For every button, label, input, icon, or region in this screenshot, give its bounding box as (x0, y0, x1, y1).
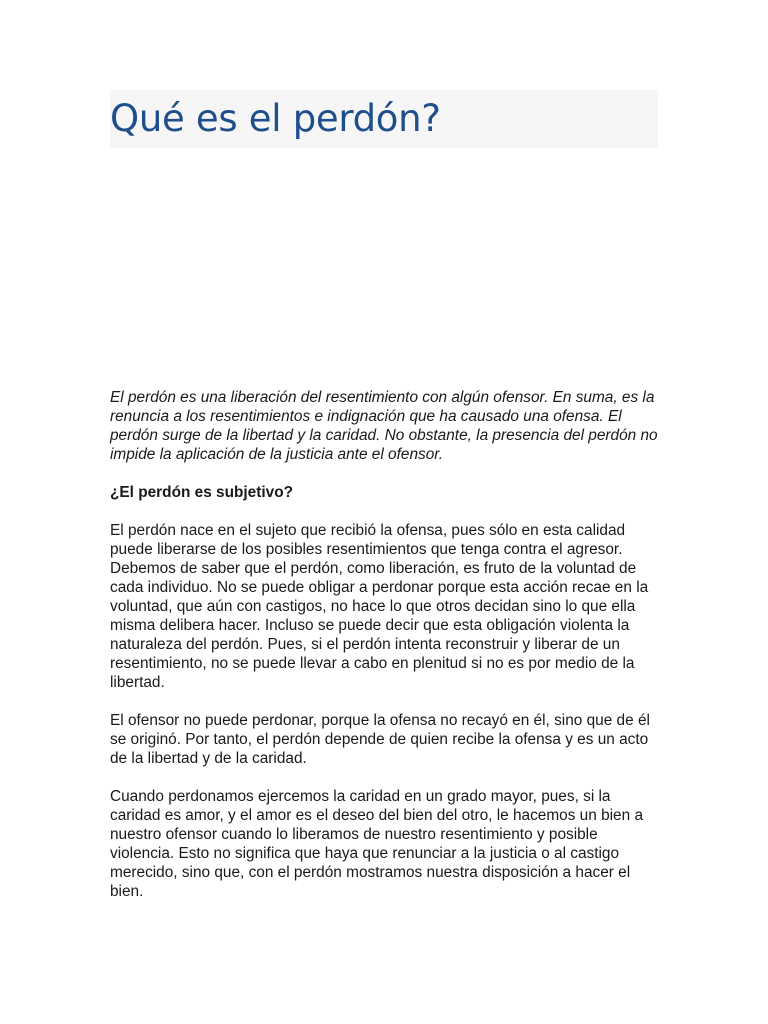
title-block (110, 90, 658, 148)
body-paragraph-2: El ofensor no puede perdonar, porque la ofensa no recayó en él, sino que de él se originó. Por tanto, el perdón depende de quien recibe la ofensa y es un acto de la libertad y de la caridad. (110, 712, 650, 767)
intro-paragraph: El perdón es una liberación del resentimiento con algún ofensor. En suma, es la renuncia a los resentimientos e indignación que ha causado una ofensa. El perdón surge de la libertad y la caridad. No obstante, la presencia del perdón no impide la aplicación de la justicia ante el ofensor. (110, 389, 658, 463)
page-title: Qué es el perdón? (110, 97, 441, 140)
body-paragraph-1: El perdón nace en el sujeto que recibió la ofensa, pues sólo en esta calidad puede liberarse de los posibles resentimientos que tenga contra el agresor. Debemos de saber que el perdón, como liberación, es fruto de la voluntad de cada individuo. No se puede obligar a perdonar porque esta acción recae en la voluntad, que aún con castigos, no hace lo que otros decidan sino lo que ella misma delibera hacer. Incluso se puede decir que esta obligación violenta la naturaleza del perdón. Pues, si el perdón intenta reconstruir y liberar de un resentimiento, no se puede llevar a cabo en plenitud si no es por medio de la libertad. (110, 522, 649, 691)
body-paragraph-3: Cuando perdonamos ejercemos la caridad en un grado mayor, pues, si la caridad es amor, y el amor es el deseo del bien del otro, le hacemos un bien a nuestro ofensor cuando lo liberamos de nuestro resentimiento y posible violencia. Esto no significa que haya que renunciar a la justicia o al castigo merecido, sino que, con el perdón mostramos nuestra disposición a hacer el bien. (110, 788, 643, 900)
paragraph-spacer (110, 692, 663, 711)
section-subheading: ¿El perdón es subjetivo? (110, 484, 294, 501)
paragraph-spacer (110, 768, 663, 787)
document-body (110, 388, 663, 901)
paragraph-spacer (110, 464, 663, 483)
paragraph-spacer (110, 502, 663, 521)
